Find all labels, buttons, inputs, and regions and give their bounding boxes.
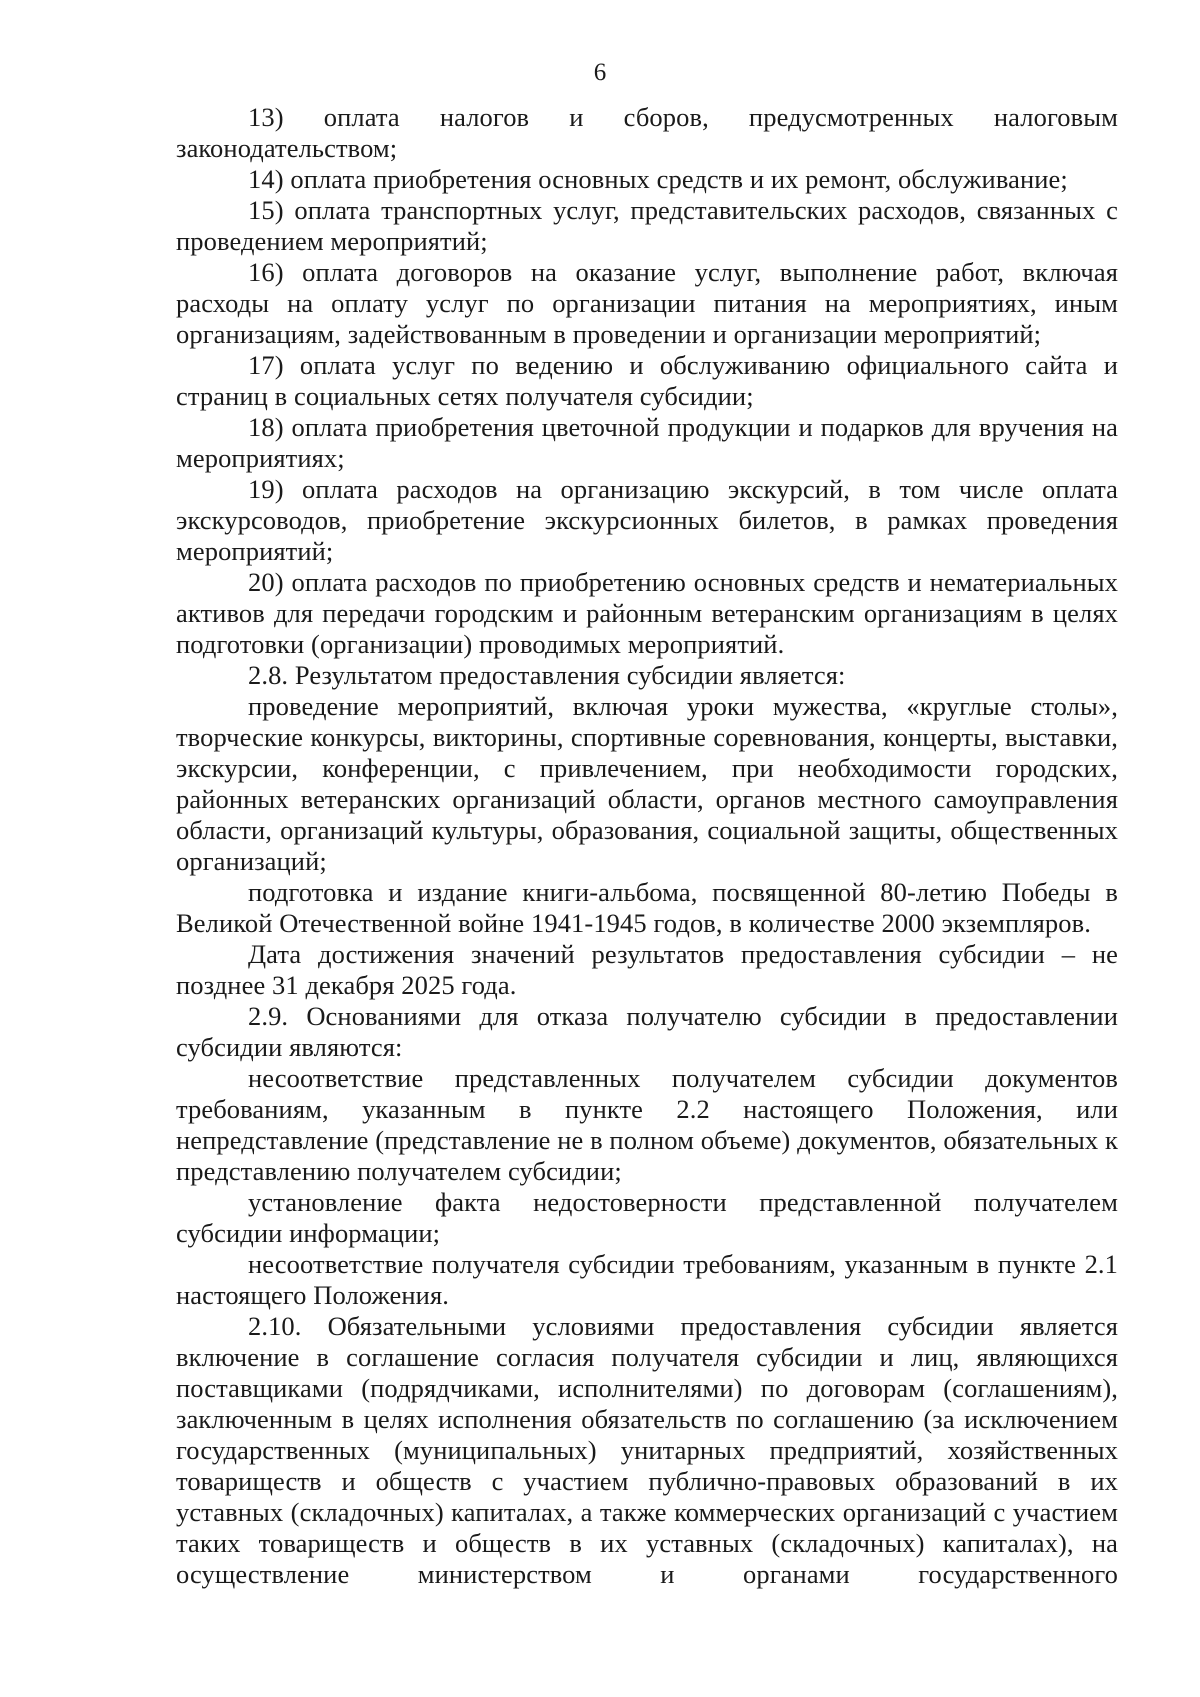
result-events-paragraph: проведение мероприятий, включая уроки мужества, «круглые столы», творческие конкурсы, викторины, спортивные соревнования, концерты, выставки, экскурсии, конференции, с привлечением, при необходимости городских, районных ветеранских организаций области, органов местного самоуправления области, организаций культуры, образования, социальной защиты, общественных организаций;	[176, 691, 1118, 876]
section-2-10-paragraph: 2.10. Обязательными условиями предоставления субсидии является включение в соглашение согласия получателя субсидии и лиц, являющихся поставщиками (подрядчиками, исполнителями) по договорам (соглашениям), заключенным в целях исполнения обязательств по соглашению (за исключением государственных (муниципальных) унитарных предприятий, хозяйственных товариществ и обществ с участием публично-правовых образований в их уставных (складочных) капиталах, а также коммерческих организаций с участием таких товариществ и обществ в их уставных (складочных) капиталах), на осуществление министерством и органами государственного	[176, 1311, 1118, 1589]
list-item-16: 16) оплата договоров на оказание услуг, выполнение работ, включая расходы на оплату услуг по организации питания на мероприятиях, иным организациям, задействованным в проведении и организации мероприятий;	[176, 257, 1118, 349]
list-item-19: 19) оплата расходов на организацию экскурсий, в том числе оплата экскурсоводов, приобретение экскурсионных билетов, в рамках проведения мероприятий;	[176, 474, 1118, 566]
list-item-15: 15) оплата транспортных услуг, представительских расходов, связанных с проведением мероприятий;	[176, 195, 1118, 256]
list-item-13: 13) оплата налогов и сборов, предусмотренных налоговым законодательством;	[176, 102, 1118, 163]
list-item-18: 18) оплата приобретения цветочной продукции и подарков для вручения на мероприятиях;	[176, 412, 1118, 473]
list-item-17: 17) оплата услуг по ведению и обслуживанию официального сайта и страниц в социальных сетях получателя субсидии;	[176, 350, 1118, 411]
section-2-9-heading: 2.9. Основаниями для отказа получателю субсидии в предоставлении субсидии являются:	[176, 1001, 1118, 1062]
section-2-8-heading: 2.8. Результатом предоставления субсидии является:	[248, 660, 846, 690]
list-item-14: 14) оплата приобретения основных средств и их ремонт, обслуживание;	[248, 164, 1068, 194]
document-body	[176, 102, 1118, 1590]
list-item-20: 20) оплата расходов по приобретению основных средств и нематериальных активов для передачи городским и районным ветеранским организациям в целях подготовки (организации) проводимых мероприятий.	[176, 567, 1118, 659]
page-number: 6	[593, 59, 607, 86]
refusal-reason-documents: несоответствие представленных получателем субсидии документов требованиям, указанным в пункте 2.2 настоящего Положения, или непредставление (представление не в полном объеме) документов, обязательных к представлению получателем субсидии;	[176, 1063, 1118, 1186]
result-book-paragraph: подготовка и издание книги-альбома, посвященной 80-летию Победы в Великой Отечественной войне 1941-1945 годов, в количестве 2000 экземпляров.	[176, 877, 1118, 938]
refusal-reason-requirements: несоответствие получателя субсидии требованиям, указанным в пункте 2.1 настоящего Положения.	[176, 1249, 1118, 1310]
result-date-paragraph: Дата достижения значений результатов предоставления субсидии – не позднее 31 декабря 2025 года.	[176, 939, 1118, 1000]
refusal-reason-false-info: установление факта недостоверности представленной получателем субсидии информации;	[176, 1187, 1118, 1248]
